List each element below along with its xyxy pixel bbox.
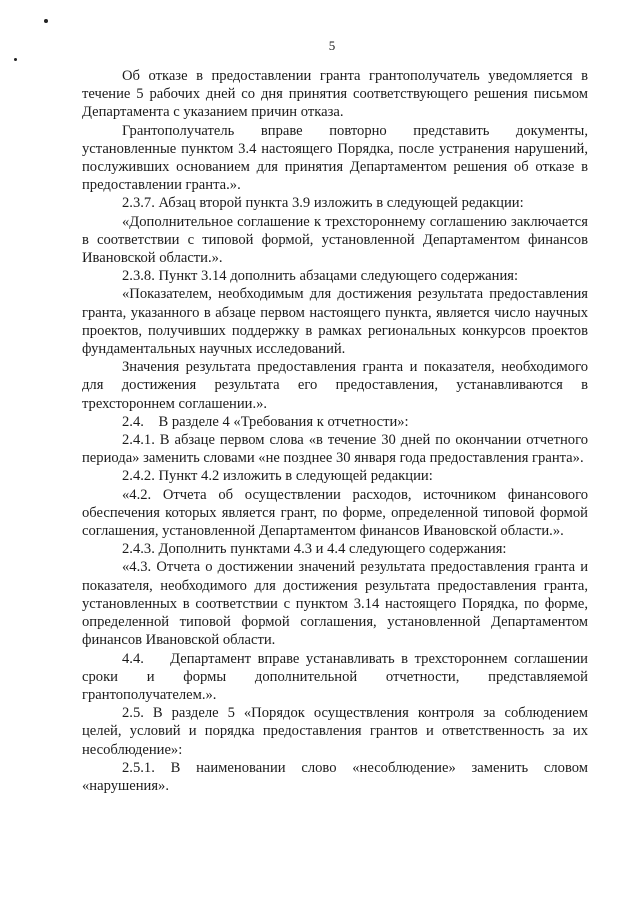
scan-speck	[44, 19, 48, 23]
paragraph: «4.2. Отчета об осуществлении расходов, источником финансового обеспечения которых является грант, по форме, определенной типовой формой соглашения, установленной Департаментом финансов Ивановской области.».	[82, 486, 588, 540]
paragraph: 2.4.1. В абзаце первом слова «в течение 30 дней по окончании отчетного периода» заменить словами «не позднее 30 января года предоставления гранта».	[82, 432, 588, 467]
paragraph: 2.4. В разделе 4 «Требования к отчетности»:	[122, 413, 409, 430]
paragraph: 2.4.3. Дополнить пунктами 4.3 и 4.4 следующего содержания:	[122, 541, 507, 558]
paragraph: Об отказе в предоставлении гранта грантополучатель уведомляется в течение 5 рабочих дней со дня принятия соответствующего решения письмом Департамента с указанием причин отказа.	[82, 68, 588, 121]
paragraph: Значения результата предоставления гранта и показателя, необходимого для достижения результата его предоставления, устанавливаются в трехстороннем соглашении.».	[82, 359, 588, 412]
paragraph: «4.3. Отчета о достижении значений результата предоставления гранта и показателя, необходимого для достижения результата предоставления гранта, установленных в соответствии с пунктом 3.14 настоящего Порядка, по форме, определенной типовой формой соглашения, установленной Департаментом финансов Ивановской области.	[82, 559, 588, 649]
paragraph: «Показателем, необходимым для достижения результата предоставления гранта, указанного в абзаце первом настоящего пункта, является число научных проектов, получивших поддержку в рамках региональных конкурсов проектов фундаментальных научных исследований.	[82, 286, 588, 358]
paragraph: 2.3.8. Пункт 3.14 дополнить абзацами следующего содержания:	[122, 268, 519, 285]
paragraph: 2.4.2. Пункт 4.2 изложить в следующей редакции:	[122, 468, 433, 485]
paragraph: 4.4. Департамент вправе устанавливать в трехстороннем соглашении сроки и формы дополнительной отчетности, представляемой грантополучателем.».	[82, 650, 592, 703]
paragraph: 2.5.1. В наименовании слово «несоблюдение» заменить словом «нарушения».	[82, 759, 588, 794]
paragraph: «Дополнительное соглашение к трехстороннему соглашению заключается в соответствии с типовой формой, установленной Департаментом финансов Ивановской области.».	[82, 213, 588, 267]
paragraph: 2.5. В разделе 5 «Порядок осуществления контроля за соблюдением целей, условий и порядка предоставления грантов и ответственность за их несоблюдение»:	[82, 705, 588, 758]
paragraph: 2.3.7. Абзац второй пункта 3.9 изложить в следующей редакции:	[122, 195, 524, 212]
page-number: 5	[328, 38, 336, 53]
scan-speck	[14, 58, 17, 61]
body-text	[82, 67, 592, 795]
paragraph: Грантополучатель вправе повторно представить документы, установленные пунктом 3.4 настоящего Порядка, после устранения нарушений, послуживших основанием для принятия Департаментом решения об отказе в предоставлении гранта.».	[82, 122, 588, 194]
